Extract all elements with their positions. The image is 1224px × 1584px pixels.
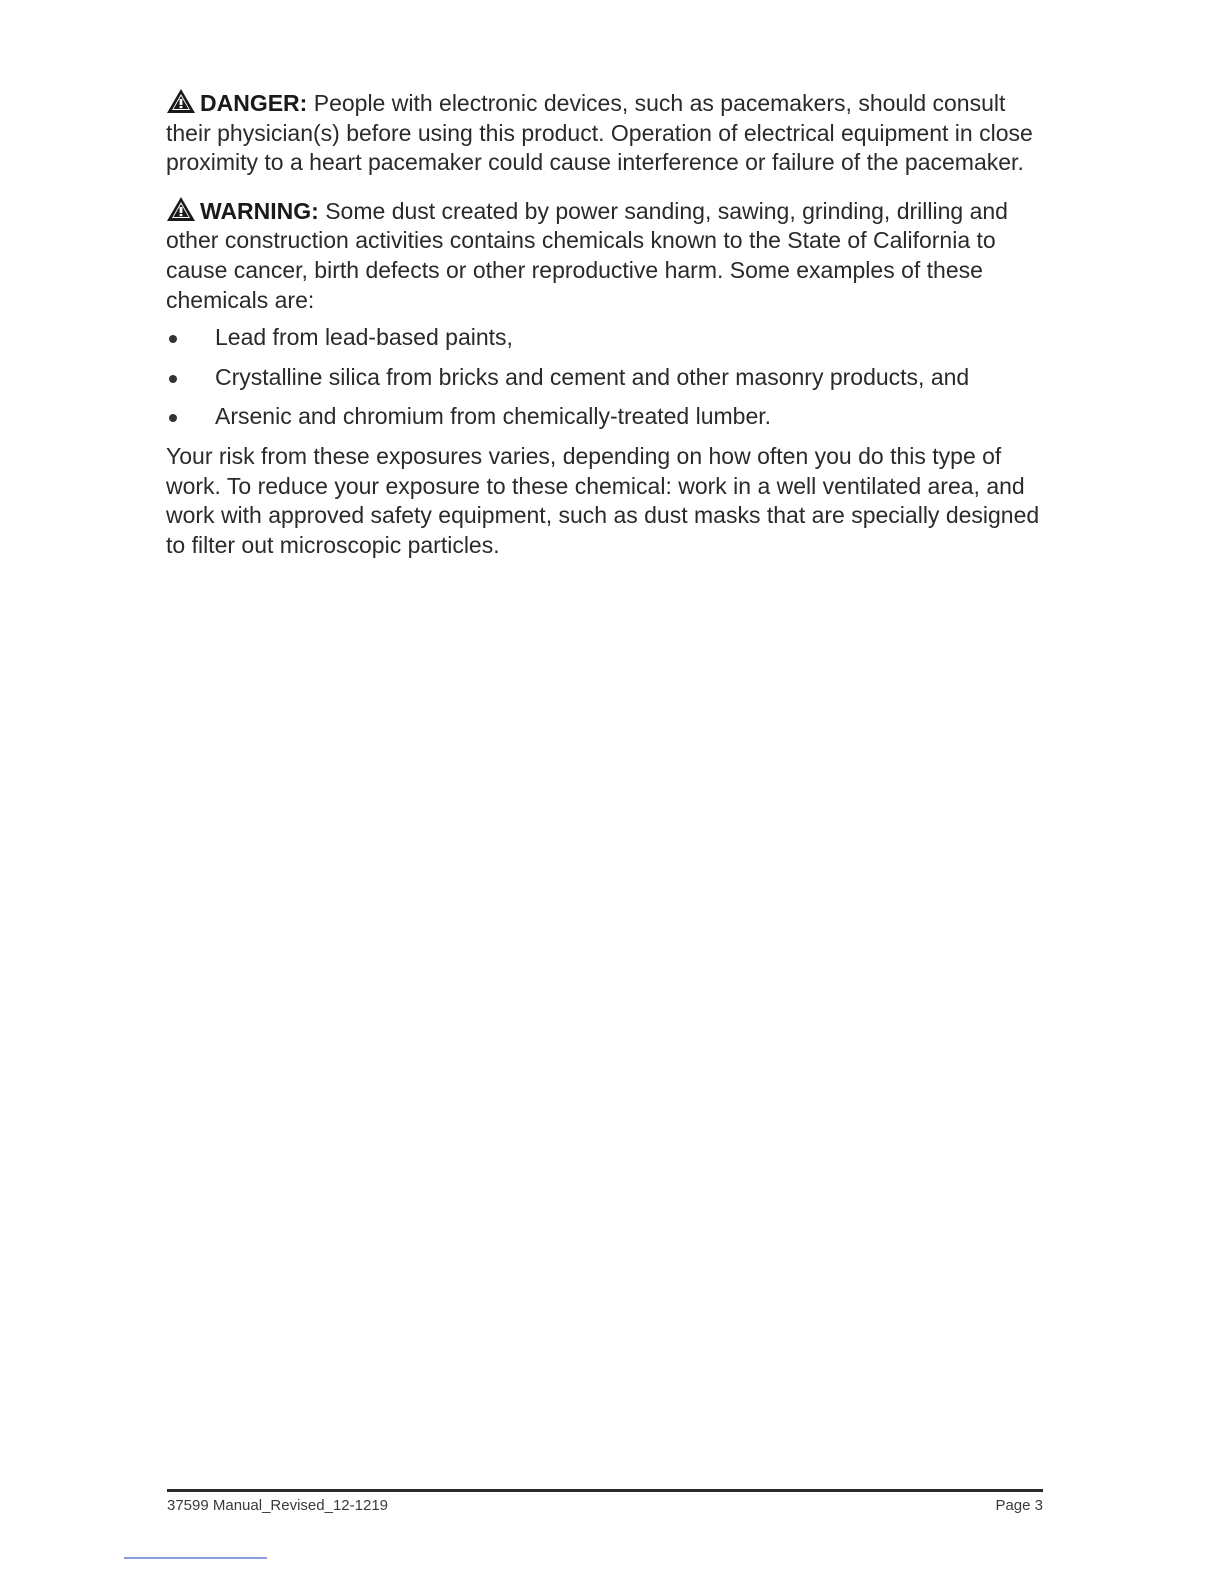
warning-triangle-icon (166, 196, 196, 222)
warning-label: WARNING: (200, 197, 319, 224)
bullet-icon (169, 375, 177, 383)
warning-notice (166, 196, 1046, 315)
scan-artifact-line (124, 1557, 267, 1559)
list-item-text: Arsenic and chromium from chemically-treated lumber. (215, 403, 772, 430)
list-item-text: Crystalline silica from bricks and cement and other masonry products, and (215, 363, 970, 390)
page-number: Page 3 (995, 1497, 1043, 1514)
chemical-list (166, 323, 1046, 432)
danger-notice (166, 88, 1046, 178)
document-id: 37599 Manual_Revised_12-1219 (167, 1497, 389, 1514)
page-content (166, 88, 1046, 578)
list-item-text: Lead from lead-based paints, (215, 324, 513, 351)
bullet-icon (169, 335, 177, 343)
page-footer (167, 1489, 1043, 1514)
list-item (166, 323, 1046, 353)
danger-text: People with electronic devices, such as pacemakers, should consult their physician(s) before using this product. Operation of electrical equipment in close proximity to a heart pacemaker could cause interference or failure of the pacemaker. (166, 90, 1033, 176)
danger-label: DANGER: (200, 90, 308, 116)
warning-triangle-icon (166, 88, 196, 114)
list-item (166, 363, 1046, 393)
warning-text: Some dust created by power sanding, sawing, grinding, drilling and other construction activities contains chemicals known to the State of California to cause cancer, birth defects or other reproductive harm. Some examples of these chemicals are: (166, 197, 1008, 313)
list-item (166, 402, 1046, 432)
exposure-paragraph: Your risk from these exposures varies, depending on how often you do this type of work. To reduce your exposure to these chemical: work in a well ventilated area, and work with approved safety equipment, such as dust masks that are specially designed to filter out microscopic particles. (166, 442, 1040, 558)
bullet-icon (169, 414, 177, 422)
